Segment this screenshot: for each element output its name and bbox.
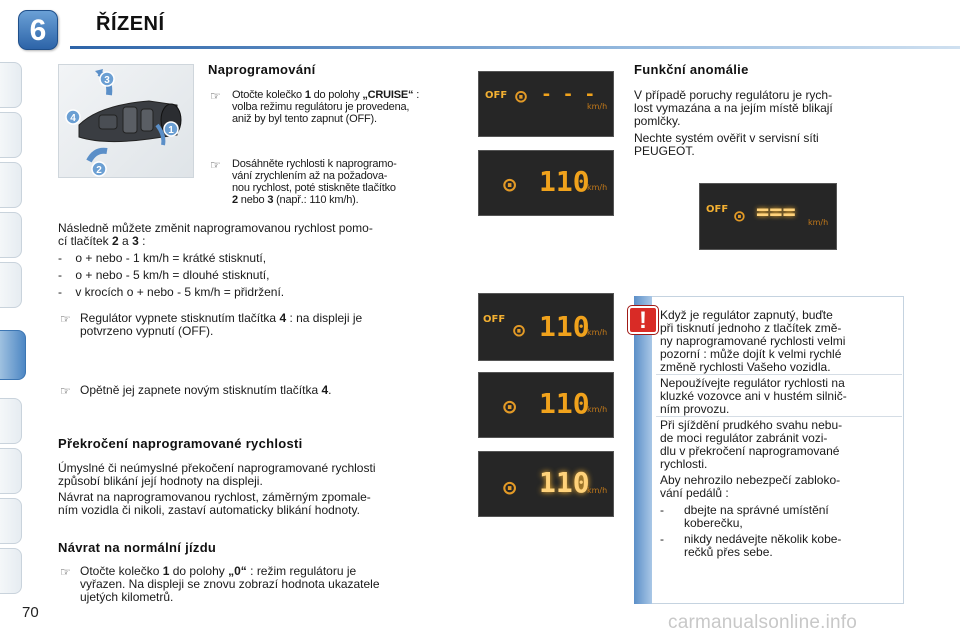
normal-driving-text [80,565,464,604]
step-2-button-2: 2 [232,194,238,206]
display-unit: km/h [587,102,608,111]
gauge-icon: ⊙ [513,318,526,342]
warning-p1-line: při tisknutí jednoho z tlačítek změ- [660,321,842,335]
normal-step-zero: „0“ [228,564,247,578]
warning-dash-2-text [684,533,898,559]
step-1-line-2: volba režimu regulátoru je provedena, [232,101,410,113]
normal-step-line-2: vyřazen. Na displeji se znovu zobrazí hodnota ukazatele [80,577,380,591]
on-step-text [80,384,464,397]
dash-mark: - [660,503,664,517]
on-step-suffix: . [328,383,332,397]
return-speed-line-2: ním vozidla či nikoli, zastaví automaticky blikání hodnoty. [58,503,360,517]
on-step-button-4: 4 [321,383,329,397]
adjust-line-1: Následně můžete změnit naprogramovanou rychlost pomo- [58,221,373,235]
display-off-label: OFF [706,204,729,215]
display-unit: km/h [587,328,608,337]
overspeed-line-2: způsobí blikání její hodnoty na displeji. [58,474,263,488]
step-1-suffix: : [413,89,420,101]
off-step-button-4: 4 [279,311,287,325]
cruise-lever-illustration [58,64,194,178]
chapter-tab[interactable] [0,448,22,494]
warning-p4-line: vání pedálů : [660,486,729,500]
dash-item: - v krocích o + nebo - 5 km/h = přidržení. [58,285,285,299]
warning-p3-line: Při sjíždění prudkého svahu nebu- [660,418,843,432]
off-step-text [80,312,464,338]
bullet-icon: ☞ [210,89,221,103]
step-2-line-2: vání zrychlením až na požadova- [232,170,388,182]
adjust-button-2: 2 [112,234,119,248]
warning-p4-line: Aby nehrozilo nebezpečí zabloko- [660,473,841,487]
anomaly-paragraph [634,89,902,128]
display-unit: km/h [808,218,829,227]
chapter-tab[interactable] [0,262,22,308]
display-unit: km/h [587,486,608,495]
bullet-icon: ☞ [210,158,221,172]
chapter-tab[interactable] [0,62,22,108]
warning-dash-1 [660,504,898,530]
cruise-lever-drawing [59,65,195,179]
display-110 [478,150,614,216]
warning-p3-line: dlu v překročení naprogramované [660,444,840,458]
warning-p2-line: kluzké vozovce ani v hustém silnič- [660,389,847,403]
normal-step-middle: do polohy [169,564,229,578]
warning-p1-line: změně rychlosti Vašeho vozidla. [660,360,831,374]
chapter-tab[interactable] [0,498,22,544]
display-off-dashes [478,71,614,137]
header-rule [70,46,960,49]
warning-p3-line: rychlosti. [660,457,708,471]
warning-paragraph-1 [660,309,898,374]
section-title-normal-driving: Návrat na normální jízdu [58,540,217,555]
dash-mark: - [660,532,664,546]
normal-step-wheel-1: 1 [162,564,170,578]
overspeed-line-1: Úmyslné či neúmyslné překočení naprogramované rychlosti [58,461,376,475]
dash-item: - o + nebo - 5 km/h = dlouhé stisknutí, [58,268,270,282]
display-value: 110 [539,387,590,420]
gauge-icon: ⊙ [734,206,745,227]
page-title: ŘÍZENÍ [96,13,165,35]
bullet-icon: ☞ [60,384,71,398]
step-1-prefix: Otočte kolečko [232,89,305,101]
warning-dash-item [660,533,898,559]
chapter-tabs [0,0,30,640]
off-step-line-2: potvrzeno vypnutí (OFF). [80,324,214,338]
warning-bar [634,296,652,604]
normal-step-line-3: ujetých kilometrů. [80,590,174,604]
display-off-110 [478,293,614,361]
step-2-button-3: 3 [267,194,274,206]
gauge-icon: ⊙ [515,84,528,108]
service-line-1: Nechte systém ověřit v servisní síti [634,131,819,145]
display-value: 110 [539,310,590,343]
warning-p1-line: Když je regulátor zapnutý, buďte [660,308,833,322]
chapter-tab[interactable] [0,112,22,158]
warning-paragraph-3 [660,419,898,471]
anomaly-line-1: V případě poruchy regulátoru je rych- [634,88,833,102]
normal-step-suffix: : režim regulátoru je [246,564,357,578]
watermark-text: carmanualsonline.info [668,612,858,633]
step-1-line-3: aniž by byl tento zapnut (OFF). [232,113,377,125]
warning-paragraph-2 [660,377,898,416]
dash-item-3: v krocích o + nebo - 5 km/h = přidržení. [75,285,285,299]
gauge-icon: ⊙ [503,476,517,501]
step-1-cruise: „CRUISE“ [362,89,414,101]
chapter-tab[interactable] [0,548,22,594]
display-unit: km/h [587,183,608,192]
display-off-fault [699,183,837,250]
step-1-middle: do polohy [310,89,363,101]
adjust-dash-list [58,252,464,299]
display-value: - - - [541,84,596,105]
gauge-icon: ⊙ [503,173,517,198]
anomaly-line-2: lost vymazána a na jejím místě blikají [634,101,833,115]
on-step-prefix: Opětně jej zapnete novým stisknutím tlačítka [80,383,322,397]
warning-d2-line: rečků přes sebe. [684,545,773,559]
display-110-blinking [478,451,614,517]
adjust-paragraph [58,222,464,248]
anomaly-line-3: pomlčky. [634,114,681,128]
warning-dash-1-text [684,504,898,530]
adjust-and: a [118,234,133,248]
step-2-text [232,158,464,206]
off-step-prefix: Regulátor vypnete stisknutím tlačítka [80,311,280,325]
step-2-or: nebo [237,194,268,206]
section-title-programming: Naprogramování [208,62,316,77]
step-2-line-3: nou rychlost, poté stiskněte tlačítko [232,182,396,194]
adjust-colon: : [138,234,146,248]
display-value: 110 [539,165,590,198]
warning-icon: ! [628,306,658,334]
lever-label-4: 4 [70,113,76,124]
chapter-tab[interactable] [0,162,22,208]
step-1-number: 1 [304,89,311,101]
warning-dash-item [660,504,898,530]
dash-item: - o + nebo - 1 km/h = krátké stisknutí, [58,251,267,265]
step-2-line-1: Dosáhněte rychlosti k naprogramo- [232,158,397,170]
section-title-anomaly: Funkční anomálie [634,62,749,77]
warning-divider [656,374,902,375]
lever-label-1: 1 [168,125,174,136]
service-paragraph [634,132,902,158]
page-number: 70 [22,604,39,621]
lever-label-2: 2 [96,165,102,176]
off-step-suffix: : na displeji je [286,311,363,325]
warning-p1-line: ny naprogramované rychlosti velmi [660,334,846,348]
chapter-tab-active[interactable] [0,330,26,380]
warning-paragraph-4 [660,474,898,500]
return-speed-line-1: Návrat na naprogramovanou rychlost, záměrným zpomale- [58,490,371,504]
bullet-icon: ☞ [60,312,71,326]
warning-p2-line: Nepoužívejte regulátor rychlosti na [660,376,845,390]
display-unit: km/h [587,405,608,414]
warning-d1-line: koberečku, [684,516,743,530]
service-line-2: PEUGEOT. [634,144,695,158]
display-value: === [756,200,796,225]
warning-d1-line: dbejte na správné umístění [684,503,829,517]
display-off-label: OFF [485,90,508,101]
warning-divider [656,416,902,417]
section-title-overspeed: Překročení naprogramované rychlosti [58,436,303,451]
warning-d2-line: nikdy nedávejte několik kobe- [684,532,842,546]
warning-p1-line: pozorní : může dojít k velmi rychlé [660,347,842,361]
step-1-text [232,89,464,125]
warning-p3-line: de moci regulátor zabránit vozi- [660,431,828,445]
display-value: 110 [539,466,590,499]
chapter-tab[interactable] [0,212,22,258]
display-110-active [478,372,614,438]
chapter-number-badge: 6 [18,10,58,50]
warning-p2-line: ním provozu. [660,402,730,416]
overspeed-paragraph [58,462,464,488]
warning-dash-2 [660,533,898,559]
normal-step-prefix: Otočte kolečko [80,564,163,578]
gauge-icon: ⊙ [503,395,517,420]
chapter-tab[interactable] [0,398,22,444]
dash-item-1: o + nebo - 1 km/h = krátké stisknutí, [75,251,267,265]
return-speed-paragraph [58,491,464,517]
step-2-example: (např.: 110 km/h). [273,194,359,206]
lever-label-3: 3 [104,75,110,86]
display-off-label: OFF [483,314,506,325]
bullet-icon: ☞ [60,565,71,579]
adjust-button-3: 3 [132,234,139,248]
adjust-line-2-prefix: cí tlačítek [58,234,113,248]
dash-item-2: o + nebo - 5 km/h = dlouhé stisknutí, [75,268,270,282]
